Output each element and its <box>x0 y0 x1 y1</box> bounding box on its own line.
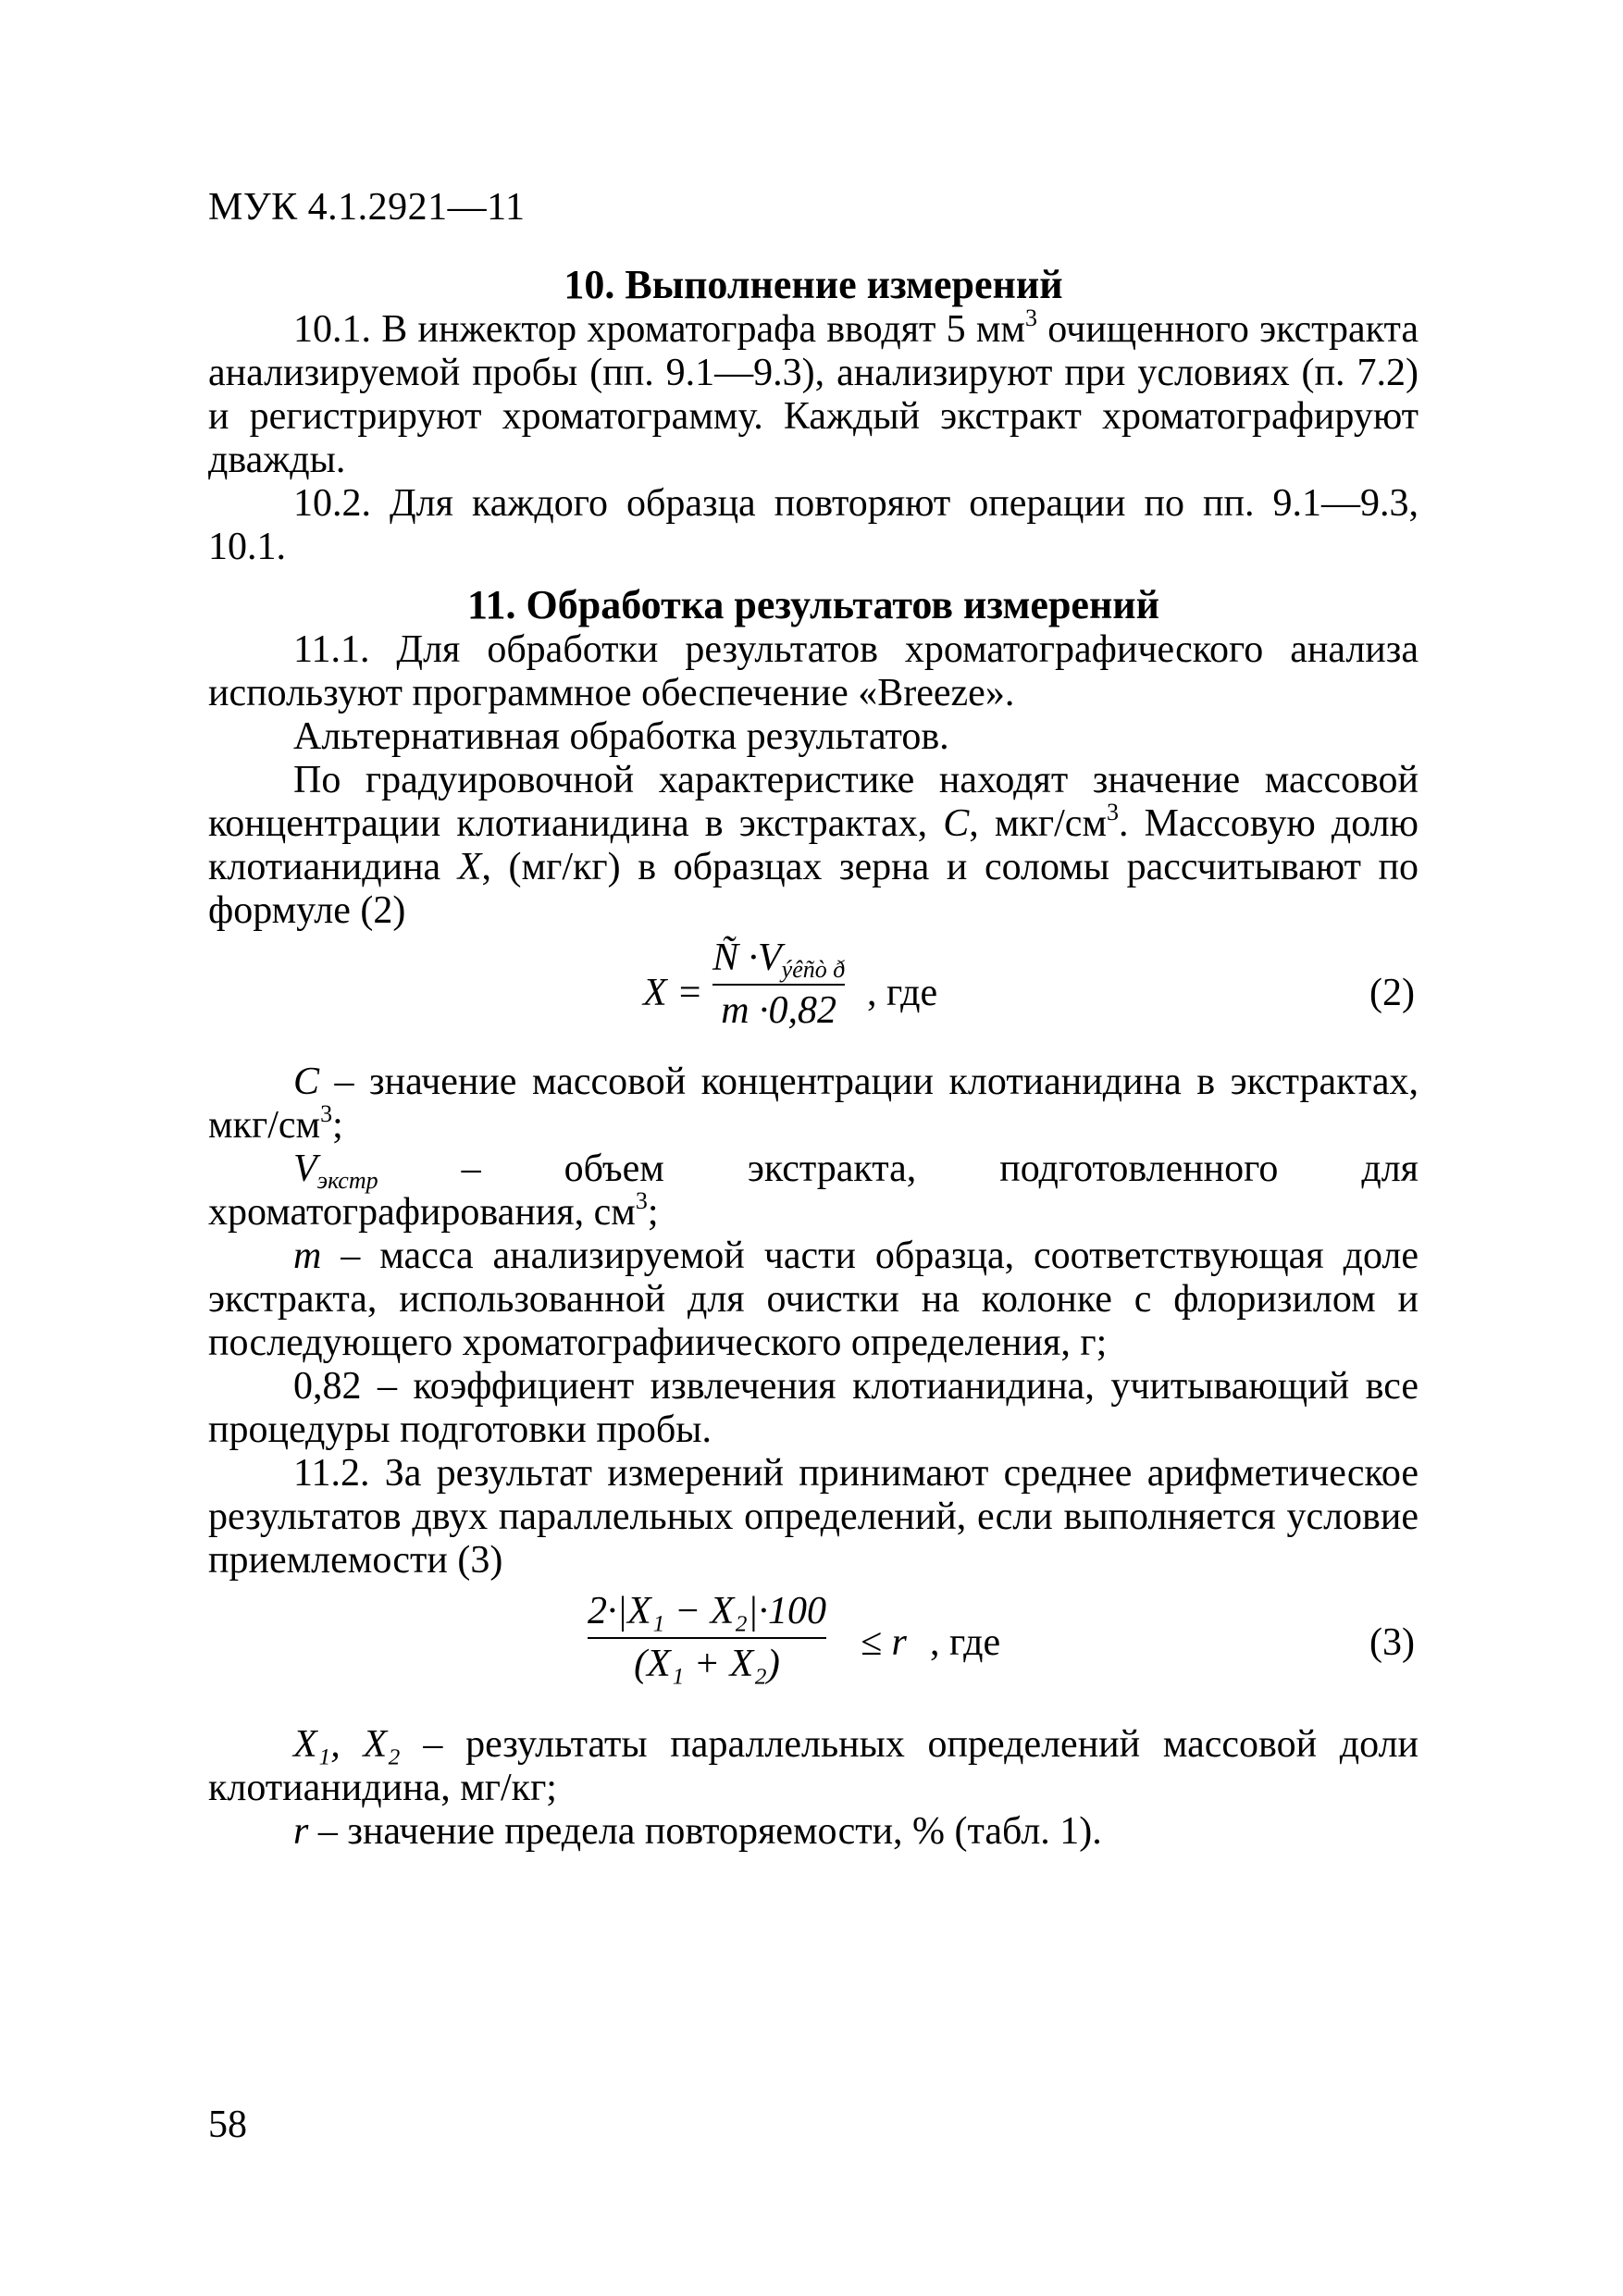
section-10-title: 10. Выполнение измерений <box>564 262 1063 307</box>
page-number: 58 <box>208 2104 247 2146</box>
body-text <box>208 262 1419 1854</box>
formula-2-denominator: m ·0,82 <box>721 989 837 1032</box>
definition-m: m – масса анализируемой части образца, соответствующая доле экстракта, использованной для очистки на колонке с флоризилом и последующего хроматографиического определения, г; <box>208 1235 1419 1364</box>
formula-3 <box>208 1586 1419 1705</box>
definition-v: $V_{экстр}$ – объем экстракта, подготовленного для хроматографирования, $см^3$; <box>208 1148 1419 1234</box>
formula-3-suffix: , где <box>930 1621 1001 1664</box>
formula-2-fraction <box>712 937 845 1033</box>
paragraph-10-1: 10.1. В инжектор хроматографа вводят 5 $мм^3$ очищенного экстракта анализируемой пробы (пп. 9.1—9.3), анализируют при условиях (п. 7.2) и регистрируют хроматограмму. Каждый экстракт хроматографируют дважды. <box>208 304 1419 481</box>
definition-r: r – значение предела повторяемости, % (табл. 1). <box>293 1810 1102 1853</box>
paragraph-10-2: 10.2. Для каждого образца повторяют операции по пп. 9.1—9.3, 10.1. <box>208 482 1419 568</box>
formula-3-number: (3) <box>1369 1621 1415 1664</box>
formula-3-fraction-bar <box>588 1637 826 1639</box>
definition-coefficient: 0,82 – коэффициент извлечения клотианидина, учитывающий все процедуры подготовки пробы. <box>208 1365 1419 1451</box>
formula-3-denominator: (X₁ + X₂) <box>634 1643 780 1685</box>
paragraph-11-1: 11.1. Для обработки результатов хроматографического анализа используют программное обеспечение «Breeze». <box>208 628 1419 714</box>
definition-c: C – значение массовой концентрации клотианидина в экстрактах, мкг/$см^3$; <box>208 1061 1419 1147</box>
formula-2-fraction-bar <box>712 984 845 986</box>
paragraph-calibration: По градуировочной характеристике находят значение массовой концентрации клотианидина в экстрактах, C, мкг/$см^3$. Массовую долю клотианидина X, (мг/кг) в образцах зерна и соломы рассчитывают по формуле (2) <box>208 759 1419 932</box>
definition-x1-x2: X₁, X₂ – результаты параллельных определений массовой доли клотианидина, мг/кг; <box>208 1723 1419 1809</box>
formula-2-numerator: Ñ $\cdot V_{ýêñò ð}$ <box>712 937 846 983</box>
paragraph-11-2: 11.2. За результат измерений принимают среднее арифметическое результатов двух параллельных определений, если выполняется условие приемлемости (3) <box>208 1452 1419 1582</box>
formula-2-suffix: , где <box>867 972 938 1014</box>
formula-3-numerator: 2·|X₁ − X₂|·100 <box>588 1590 826 1632</box>
formula-2 <box>208 935 1419 1044</box>
formula-2-number: (2) <box>1369 972 1415 1014</box>
formula-3-rhs: ≤ r <box>861 1621 907 1664</box>
formula-2-lhs: X = <box>643 972 703 1014</box>
section-11-title: 11. Обработка результатов измерений <box>466 582 1160 627</box>
paragraph-alt-processing: Альтернативная обработка результатов. <box>293 715 949 758</box>
document-code-header: МУК 4.1.2921—11 <box>208 186 526 229</box>
formula-3-fraction <box>588 1590 826 1686</box>
